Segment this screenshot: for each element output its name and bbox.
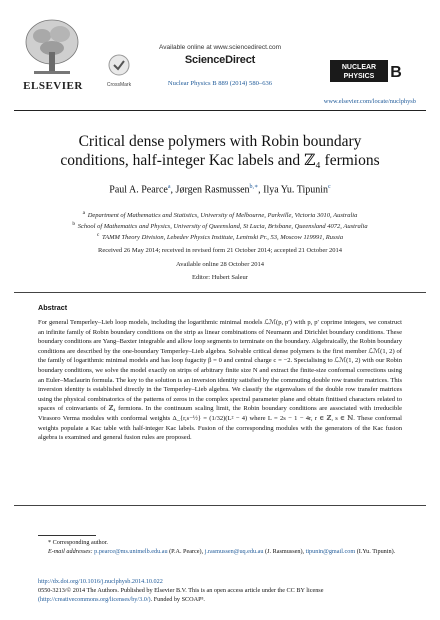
affiliation-item	[40, 220, 400, 231]
corresponding-author-text: Corresponding author.	[52, 539, 108, 546]
available-online-date: Available online 28 October 2014	[176, 260, 264, 268]
affiliation-label: c	[96, 232, 100, 239]
header-rule	[14, 110, 426, 111]
title-line-2: conditions, half-integer Kac labels and ℤ₄ fermions	[60, 152, 380, 169]
affiliation-item	[40, 231, 400, 242]
email-link[interactable]: j.rasmussen@uq.edu.au	[204, 548, 264, 555]
author-mark[interactable]: a	[167, 184, 171, 190]
affiliation-label: b	[72, 221, 76, 228]
journal-url-link[interactable]: www.elsevier.com/locate/nuclphysb	[323, 98, 416, 105]
article-title	[30, 132, 410, 170]
publisher-name: ELSEVIER	[23, 80, 83, 92]
email-owner: (J. Rasmussen),	[265, 548, 305, 555]
affiliation-text: Department of Mathematics and Statistics, University of Melbourne, Parkville, Victoria 3010, Australia	[87, 212, 358, 220]
received-dates: Received 26 May 2014; received in revised form 21 October 2014; accepted 21 October 2014	[97, 247, 343, 254]
author-name: Jørgen Rasmussen	[175, 184, 250, 196]
author-mark[interactable]: c	[328, 184, 331, 190]
crossmark-icon	[108, 54, 130, 76]
license-line	[38, 586, 410, 604]
email-label: E-mail addresses:	[48, 548, 93, 555]
footnote	[38, 538, 402, 556]
available-online-text: Available online at www.sciencedirect.com	[159, 44, 281, 51]
affiliation-text: TAMM Theory Division, Lebedev Physics Institute, Leninski Pr., 53, Moscow 119991, Russia	[101, 234, 344, 242]
affiliation-text: School of Mathematics and Physics, University of Queensland, St Lucia, Brisbane, Queensland 4072, Australia	[77, 223, 368, 231]
author-name: Paul A. Pearce	[109, 184, 168, 196]
affiliation-item	[40, 209, 400, 220]
funding-text: . Funded by SCOAP³.	[150, 596, 205, 603]
abstract-bottom-rule	[14, 505, 426, 506]
article-history	[20, 246, 420, 283]
journal-logo-top: NUCLEAR	[341, 64, 377, 71]
title-line-1: Critical dense polymers with Robin boundary	[78, 133, 362, 150]
license-link[interactable]: (http://creativecommons.org/licenses/by/3.0/)	[38, 596, 151, 603]
journal-logo-letter: B	[390, 64, 402, 81]
email-addresses	[38, 547, 402, 556]
abstract-heading: Abstract	[38, 303, 68, 312]
journal-logo	[330, 60, 404, 82]
abstract-text: For general Temperley–Lieb loop models, including the logarithmic minimal models ℒℳ(p, p′) with p, p′ coprime integers, we construct an infinite family of Robin boundary conditions on the strip as linear combinations of Neumann and Dirichlet boundary conditions. These boundary conditions are Yang–Baxter integrable and allow loop segments to terminate on the boundary. Algebraically, the Robin boundary conditions are described by the one-boundary Temperley–Lieb algebra. Solvable critical dense polymers is the first member ℒℳ(1, 2) of the family of logarithmic minimal models and has loop fugacity β = 0 and central charge c = −2. Specialising to ℒℳ(1, 2) with our Robin boundary conditions, we solve the model exactly on strips of arbitrary finite size N and extract the finite-size conformal corrections using an Euler–Maclaurin formula. The key to the solution is an inversion identity satisfied by the commuting double row transfer matrices. This inversion identity is established directly in the Temperley–Lieb algebra. We classify the eigenvalues of the double row transfer matrices using the physical combinatorics of the patterns of zeros in the complex spectral parameter plane and obtain finitised characters related to spaces of coinvariants of ℤ₄ fermions. In the continuum scaling limit, the Robin boundary conditions are associated with irreducible Virasoro Verma modules with conformal weights Δ_{r,s−½} = (1/32)(L² − 4) where L = 2s − 1 − 4r, r ∈ ℤ, s ∈ ℕ. These conformal weights populate a Kac table with half-integer Kac labels. Fusion of the corresponding modules with the generators of the Kac fusion algebra is examined and general fusion rules are proposed.	[38, 319, 402, 442]
crossmark-label: CrossMark	[106, 82, 132, 88]
email-owner: (I.Yu. Tipunin).	[356, 548, 396, 555]
platform-name: ScienceDirect	[184, 54, 256, 66]
email-owner: (P.A. Pearce),	[169, 548, 204, 555]
crossmark-badge[interactable]	[104, 54, 134, 88]
affiliation-label: a	[82, 210, 86, 216]
journal-masthead	[140, 44, 300, 87]
email-link[interactable]: tipunin@gmail.com	[305, 548, 356, 555]
author-list: Paul A. Pearce$^a$, Jørgen Rasmussen$^{b,∗}$, Ilya Yu. Tipunin$^c$	[109, 184, 331, 196]
abstract-top-rule	[14, 292, 426, 293]
elsevier-tree-logo	[22, 16, 82, 78]
author-mark[interactable]: b,∗	[249, 184, 259, 190]
email-link[interactable]: p.pearce@ms.unimelb.edu.au	[94, 548, 168, 555]
footnote-mark: *	[48, 539, 52, 546]
author-name: Ilya Yu. Tipunin	[263, 184, 329, 196]
affiliations	[40, 209, 400, 242]
journal-reference: Nuclear Physics B 889 (2014) 580–636	[167, 80, 273, 87]
footnote-rule	[38, 535, 96, 536]
license-text: 0550-3213/© 2014 The Authors. Published by Elsevier B.V. This is an open access article under the CC BY license	[38, 587, 324, 594]
editor-line: Editor: Hubert Saleur	[192, 274, 248, 281]
doi-link[interactable]: http://dx.doi.org/10.1016/j.nuclphysb.2014.10.022	[38, 578, 163, 585]
journal-logo-bottom: PHYSICS	[343, 73, 375, 80]
corresponding-author-note	[38, 538, 402, 547]
doi-block	[38, 577, 410, 604]
journal-header	[0, 0, 440, 105]
